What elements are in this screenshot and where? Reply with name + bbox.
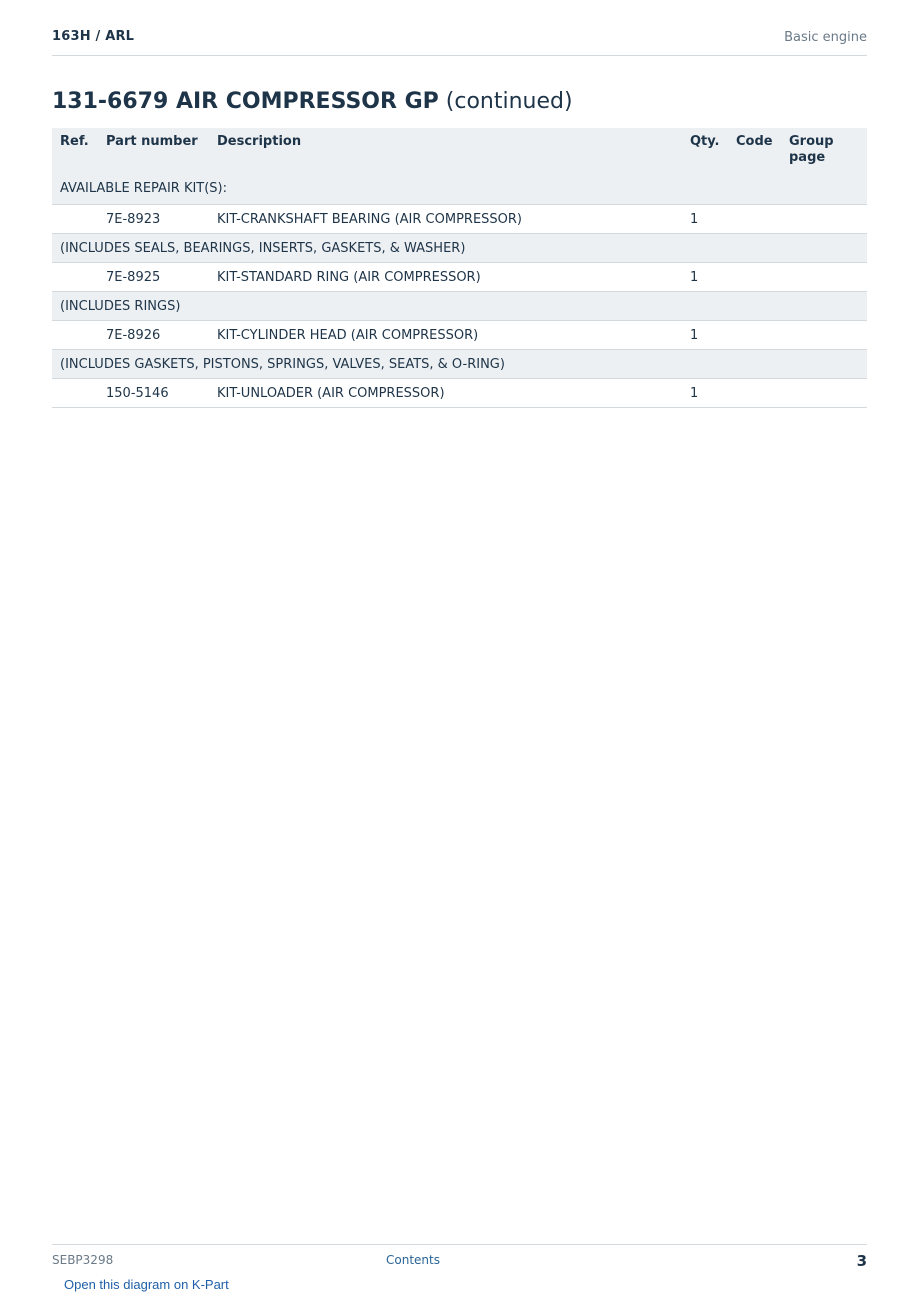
title-suffix: (continued) — [445, 89, 573, 114]
section-label: Basic engine — [784, 30, 867, 45]
column-header-qty: Qty. — [682, 128, 728, 171]
column-header-code: Code — [728, 128, 781, 171]
page-footer — [52, 1244, 867, 1301]
description-cell: KIT-CRANKSHAFT BEARING (AIR COMPRESSOR) — [209, 205, 682, 234]
page-number: 3 — [856, 1252, 867, 1270]
page-header — [52, 28, 867, 56]
qty-cell: 1 — [682, 205, 728, 234]
document-id: SEBP3298 — [52, 1253, 114, 1267]
description-cell: KIT-UNLOADER (AIR COMPRESSOR) — [209, 379, 682, 408]
model-label: 163H / ARL — [52, 29, 135, 44]
column-header-group-page: Group page — [781, 128, 867, 171]
code-cell — [728, 205, 781, 234]
page-title — [52, 89, 573, 114]
qty-cell: 1 — [682, 379, 728, 408]
note-row — [52, 350, 867, 379]
note-row — [52, 234, 867, 263]
ref-cell — [52, 321, 98, 350]
kit-note: (INCLUDES GASKETS, PISTONS, SPRINGS, VALVES, SEATS, & O-RING) — [52, 350, 867, 379]
contents-link[interactable]: Contents — [386, 1253, 440, 1267]
description-cell: KIT-CYLINDER HEAD (AIR COMPRESSOR) — [209, 321, 682, 350]
ref-cell — [52, 379, 98, 408]
document-page — [52, 0, 867, 1300]
table-header-row — [52, 128, 867, 171]
part-number-cell: 7E-8926 — [98, 321, 209, 350]
group-page-cell — [781, 263, 867, 292]
group-page-cell — [781, 321, 867, 350]
column-header-part-number: Part number — [98, 128, 209, 171]
part-number-cell: 7E-8923 — [98, 205, 209, 234]
table-row — [52, 379, 867, 408]
ref-cell — [52, 205, 98, 234]
part-number-cell: 7E-8925 — [98, 263, 209, 292]
group-page-cell — [781, 379, 867, 408]
kit-note: (INCLUDES SEALS, BEARINGS, INSERTS, GASKETS, & WASHER) — [52, 234, 867, 263]
kit-heading-row — [52, 171, 867, 205]
column-header-description: Description — [209, 128, 682, 171]
code-cell — [728, 379, 781, 408]
table-row — [52, 321, 867, 350]
note-row — [52, 292, 867, 321]
description-cell: KIT-STANDARD RING (AIR COMPRESSOR) — [209, 263, 682, 292]
kit-heading: AVAILABLE REPAIR KIT(S): — [52, 171, 867, 205]
kit-note: (INCLUDES RINGS) — [52, 292, 867, 321]
table-row — [52, 205, 867, 234]
column-header-ref: Ref. — [52, 128, 98, 171]
table-row — [52, 263, 867, 292]
code-cell — [728, 321, 781, 350]
ref-cell — [52, 263, 98, 292]
qty-cell: 1 — [682, 321, 728, 350]
title-main: 131-6679 AIR COMPRESSOR GP — [52, 89, 439, 114]
group-page-cell — [781, 205, 867, 234]
code-cell — [728, 263, 781, 292]
qty-cell: 1 — [682, 263, 728, 292]
parts-table — [52, 128, 867, 408]
open-kpart-link[interactable]: Open this diagram on K-Part — [64, 1277, 229, 1292]
part-number-cell: 150-5146 — [98, 379, 209, 408]
